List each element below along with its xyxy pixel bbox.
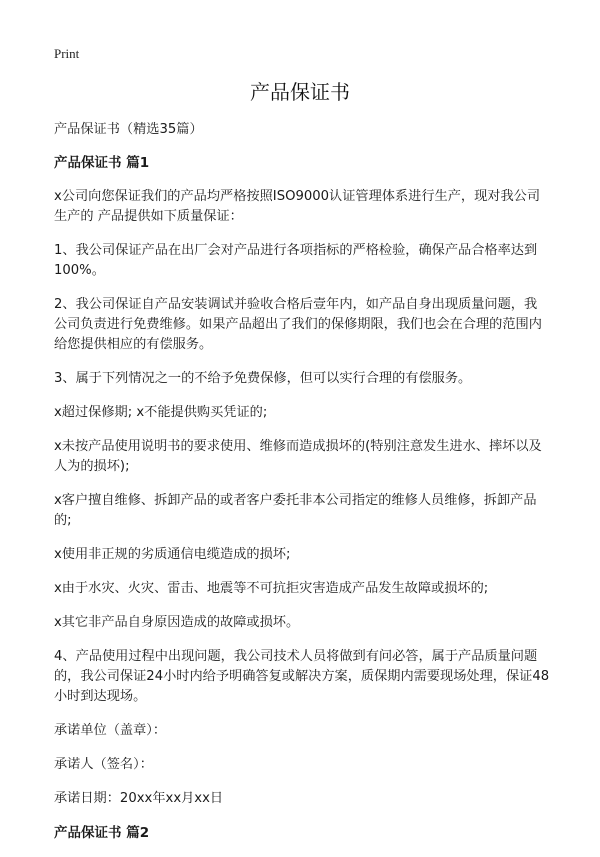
exclusion-item: x客户擅自维修、拆卸产品的或者客户委托非本公司指定的维修人员维修，拆卸产品的; — [54, 493, 537, 528]
intro-paragraph: x公司向您保证我们的产品均严格按照ISO9000认证管理体系进行生产，现对我公司生产的 产品提供如下质量保证： — [54, 189, 541, 224]
exclusion-item: x使用非正规的劣质通信电缆造成的损坏; — [54, 547, 291, 562]
document-subtitle: 产品保证书（精选35篇） — [54, 122, 203, 137]
clause-4-paragraph: 4、产品使用过程中出现问题，我公司技术人员将做到有问必答，属于产品质量问题的，我公司保证24小时内给予明确答复或解决方案，质保期内需要现场处理，保证48小时到达现场。 — [54, 649, 550, 704]
clause-2-paragraph: 2、我公司保证自产品安装调试并验收合格后壹年内，如产品自身出现质量问题，我公司负责进行免费维修。如果产品超出了我们的保修期限，我们也会在合理的范围内给您提供相应的有偿服务。 — [54, 297, 542, 352]
clause-3-paragraph: 3、属于下列情况之一的不给予免费保修，但可以实行合理的有偿服务。 — [54, 371, 472, 386]
exclusion-item: x其它非产品自身原因造成的故障或损坏。 — [54, 615, 300, 630]
signature-person-line: 承诺人（签名）： — [54, 757, 153, 772]
exclusion-item: x超过保修期; x不能提供购买凭证的; — [54, 405, 268, 420]
print-link[interactable]: Print — [54, 46, 80, 61]
exclusion-item: x由于水灾、火灾、雷击、地震等不可抗拒灾害造成产品发生故障或损坏的; — [54, 581, 489, 596]
signature-unit-line: 承诺单位（盖章）： — [54, 723, 167, 738]
page-title: 产品保证书 — [250, 80, 350, 104]
document-body — [54, 120, 550, 857]
clause-1-paragraph: 1、我公司保证产品在出厂会对产品进行各项指标的严格检验，确保产品合格率达到100%。 — [54, 243, 538, 278]
signature-date-line: 承诺日期：20xx年xx月xx日 — [54, 791, 224, 806]
section-heading-2: 产品保证书 篇2 — [54, 825, 150, 841]
exclusion-item: x未按产品使用说明书的要求使用、维修而造成损坏的(特别注意发生进水、摔坏以及人为的损坏); — [54, 439, 542, 474]
section-heading-1: 产品保证书 篇1 — [54, 155, 150, 171]
